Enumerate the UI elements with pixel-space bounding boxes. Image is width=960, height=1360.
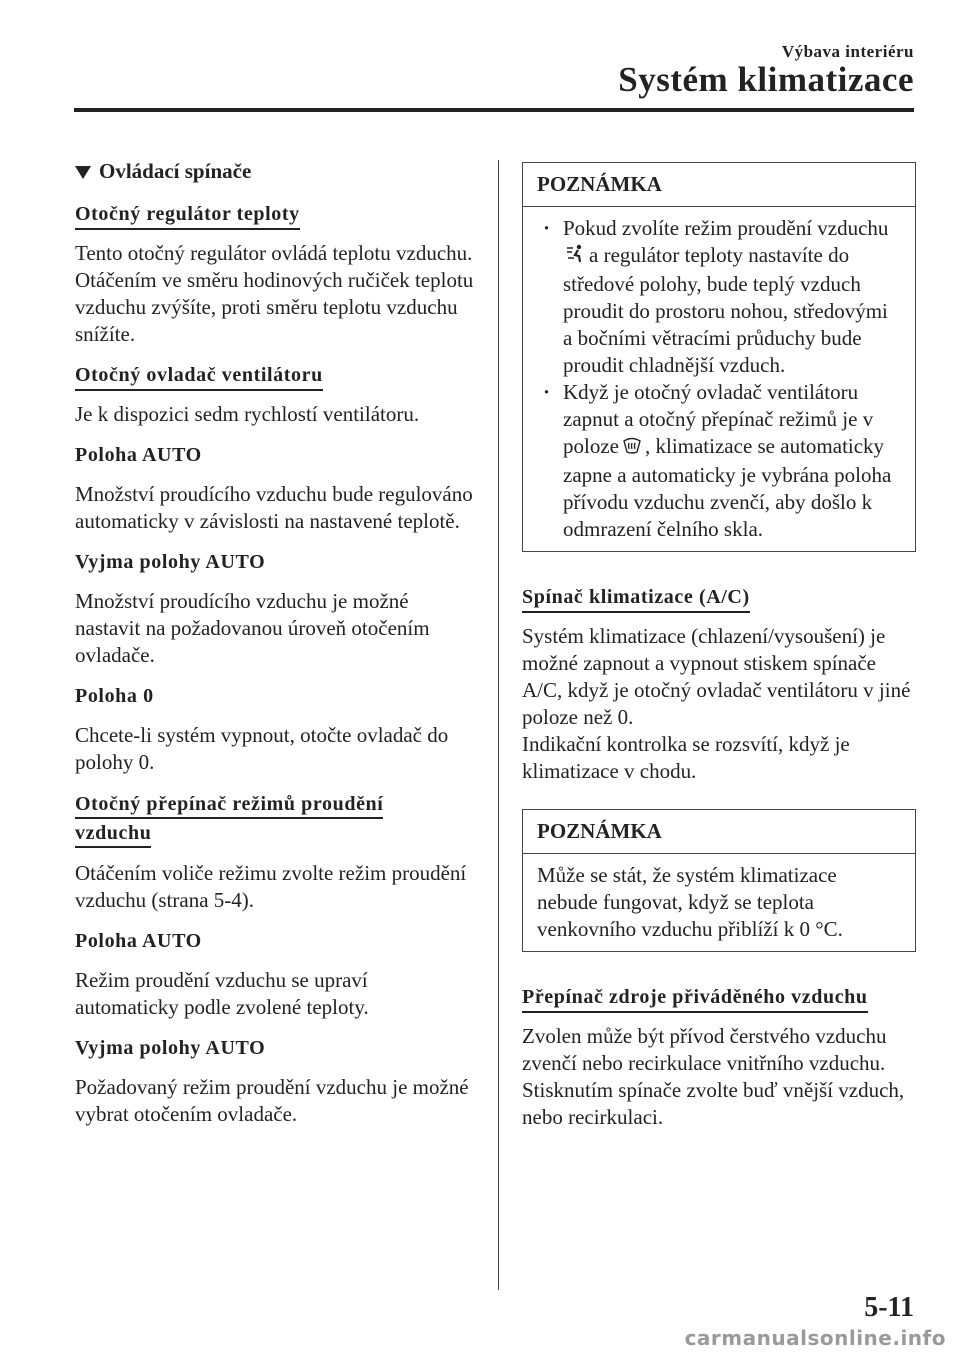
bilevel-airflow-icon bbox=[566, 244, 586, 271]
fan-auto-text: Množství proudícího vzduchu bude regulováno automaticky v závislosti na nastavené teplotě. bbox=[75, 482, 473, 533]
page-number: 5-11 bbox=[864, 1292, 914, 1323]
note-bullet-2: · Když je otočný ovladač ventilátoru zapnut a otočný přepínač režimů je v poloze , klimatizace se automaticky zapne a automaticky je vybrána poloha přívodu vzduchu zvenčí, aby došlo k odmrazení čelního skla. bbox=[537, 379, 901, 543]
air-intake-heading: Přepínač zdroje přiváděného vzduchu bbox=[522, 984, 916, 1011]
note-heading: POZNÁMKA bbox=[523, 163, 915, 207]
fan-control-text: Je k dispozici sedm rychlostí ventilátoru. bbox=[75, 402, 420, 426]
note-box-2 bbox=[522, 809, 916, 952]
mode-selector-text: Otáčením voliče režimu zvolte režim proudění vzduchu (strana 5-4). bbox=[75, 861, 467, 912]
mode-auto-label: Poloha AUTO bbox=[75, 930, 202, 952]
temp-regulator-text: Tento otočný regulátor ovládá teplotu vzduchu. Otáčením ve směru hodinových ručiček teplotu vzduchu zvýšíte, proti směru teplotu vzduchu snížíte. bbox=[75, 241, 474, 346]
fan-control-heading: Otočný ovladač ventilátoru bbox=[75, 362, 475, 389]
ac-switch-heading: Spínač klimatizace (A/C) bbox=[522, 584, 916, 611]
right-column bbox=[522, 162, 916, 1145]
mode-except-auto-label: Vyjma polohy AUTO bbox=[75, 1037, 266, 1059]
mode-except-auto-text: Požadovaný režim proudění vzduchu je možné vybrat otočením ovladače. bbox=[75, 1075, 469, 1126]
mode-auto-text: Režim proudění vzduchu se upraví automaticky podle zvolené teploty. bbox=[75, 968, 369, 1019]
note-heading: POZNÁMKA bbox=[523, 810, 915, 854]
fan-except-auto-label: Vyjma polohy AUTO bbox=[75, 551, 266, 573]
ac-switch-text: Systém klimatizace (chlazení/vysoušení) je možné zapnout a vypnout stiskem spínače A/C, když je otočný ovladač ventilátoru v jiné poloze než 0. bbox=[522, 624, 911, 729]
fan-zero-text: Chcete-li systém vypnout, otočte ovladač do polohy 0. bbox=[75, 723, 449, 774]
column-divider bbox=[498, 160, 499, 1290]
section-label: Výbava interiéru bbox=[781, 42, 914, 61]
fan-auto-label: Poloha AUTO bbox=[75, 444, 202, 466]
watermark: carmanualsonline.info bbox=[684, 1326, 946, 1350]
header-rule bbox=[74, 108, 914, 112]
triangle-down-icon bbox=[75, 166, 91, 179]
section-heading bbox=[75, 158, 475, 185]
left-column bbox=[75, 158, 475, 1142]
air-intake-text: Zvolen může být přívod čerstvého vzduchu zvenčí nebo recirkulace vnitřního vzduchu. Stisknutím spínače zvolte buď vnější vzduch, nebo recirkulaci. bbox=[522, 1024, 905, 1129]
note-box-1 bbox=[522, 162, 916, 552]
section-heading-text: Ovládací spínače bbox=[99, 159, 252, 183]
note-bullet-1: · Pokud zvolíte režim proudění vzduchua regulátor teploty nastavíte do středové polohy, bude teplý vzduch proudit do prostoru nohou, středovými a bočními větracími průduchy bude proudit chladnější vzduch. bbox=[537, 215, 901, 379]
fan-except-auto-text: Množství proudícího vzduchu je možné nastavit na požadovanou úroveň otočením ovladače. bbox=[75, 589, 430, 667]
note-body bbox=[523, 207, 915, 551]
fan-zero-label: Poloha 0 bbox=[75, 685, 154, 707]
defroster-icon bbox=[622, 435, 642, 462]
mode-selector-heading: Otočný přepínač režimů proudění vzduchu bbox=[75, 790, 475, 848]
ac-indicator-text: Indikační kontrolka se rozsvítí, když je klimatizace v chodu. bbox=[522, 732, 850, 783]
temp-regulator-heading: Otočný regulátor teploty bbox=[75, 201, 475, 228]
note-body: Může se stát, že systém klimatizace nebude fungovat, když se teplota venkovního vzduchu přiblíží k 0 °C. bbox=[537, 863, 843, 941]
page-title: Systém klimatizace bbox=[618, 60, 914, 99]
